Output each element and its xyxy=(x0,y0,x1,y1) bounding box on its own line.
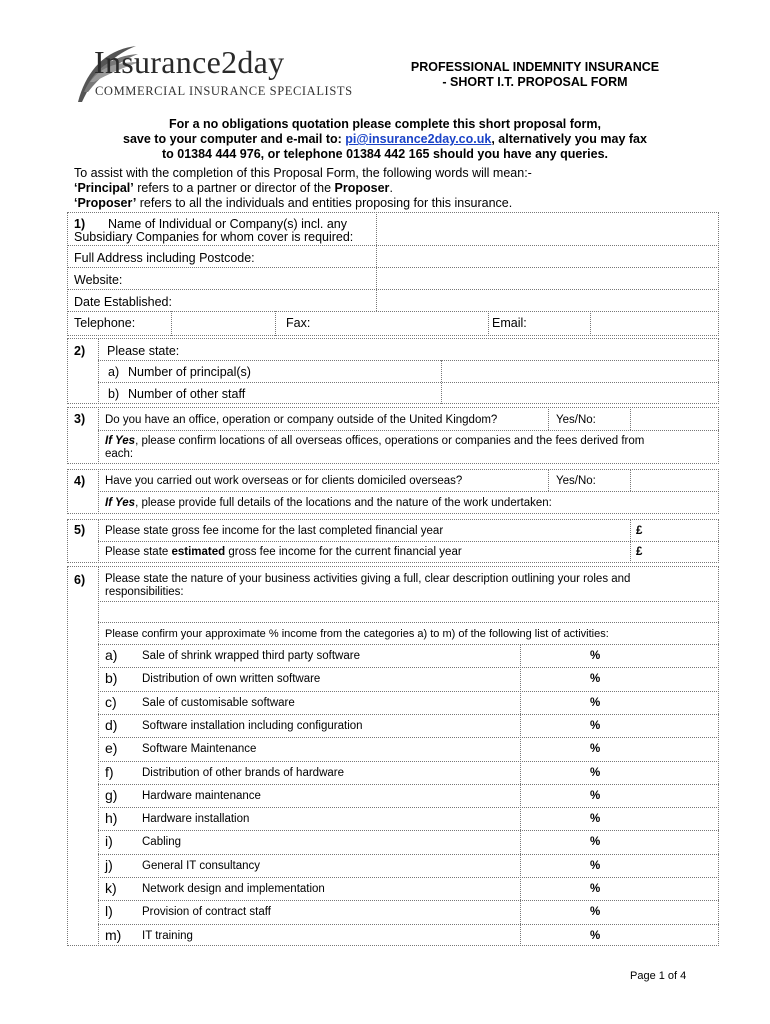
activity-letter: h) xyxy=(105,810,118,826)
q3-yes-no-label: Yes/No: xyxy=(556,414,596,426)
activity-letter: l) xyxy=(105,903,113,919)
q6-prompt-2: responsibilities: xyxy=(105,586,184,598)
q2-prompt: Please state: xyxy=(107,344,180,358)
q1-email-label: Email: xyxy=(492,316,527,330)
activity-percent-input[interactable] xyxy=(522,856,586,875)
activity-percent-sign: % xyxy=(590,720,601,732)
activity-percent-input[interactable] xyxy=(522,786,586,805)
activity-label: Hardware maintenance xyxy=(142,790,261,802)
page-number: Page 1 of 4 xyxy=(630,970,687,982)
activity-percent-input[interactable] xyxy=(522,693,586,712)
logo-name: Insurance2day xyxy=(94,44,285,80)
activity-label: Sale of shrink wrapped third party software xyxy=(142,650,360,662)
activity-percent-sign: % xyxy=(590,906,601,918)
activity-label: General IT consultancy xyxy=(142,860,261,872)
q6-number: 6) xyxy=(74,573,86,587)
q1-fax-label: Fax: xyxy=(286,316,311,330)
activity-percent-sign: % xyxy=(590,650,601,662)
logo-tagline: COMMERCIAL INSURANCE SPECIALISTS xyxy=(95,84,353,98)
activity-letter: c) xyxy=(105,694,117,710)
q1-name-input[interactable] xyxy=(378,214,716,244)
q1-address-label: Full Address including Postcode: xyxy=(74,251,255,265)
activity-percent-input[interactable] xyxy=(522,902,586,921)
activity-label: Hardware installation xyxy=(142,813,250,825)
activity-percent-input[interactable] xyxy=(522,716,586,735)
activity-letter: f) xyxy=(105,764,114,780)
activity-percent-sign: % xyxy=(590,883,601,895)
q1-telephone-label: Telephone: xyxy=(74,316,136,330)
q3-followup-2: each: xyxy=(105,448,134,460)
activity-percent-sign: % xyxy=(590,836,601,848)
q5-current-year-label: Please state estimated gross fee income for the current financial year xyxy=(105,546,462,558)
activity-label: Software Maintenance xyxy=(142,743,257,755)
q5-currency-2: £ xyxy=(636,546,643,558)
activity-percent-input[interactable] xyxy=(522,739,586,758)
q1-email-input[interactable] xyxy=(592,313,716,334)
activity-percent-sign: % xyxy=(590,813,601,825)
q2-staff-input[interactable] xyxy=(443,384,717,403)
activity-label: IT training xyxy=(142,930,193,942)
activity-letter: j) xyxy=(105,857,113,873)
activity-percent-input[interactable] xyxy=(522,669,586,688)
activity-letter: g) xyxy=(105,787,118,803)
q3-question: Do you have an office, operation or company outside of the United Kingdom? xyxy=(105,414,498,426)
activity-percent-sign: % xyxy=(590,860,601,872)
q3-number: 3) xyxy=(74,412,86,426)
q4-number: 4) xyxy=(74,474,86,488)
activity-letter: k) xyxy=(105,880,117,896)
q1-name-label-2: Subsidiary Companies for whom cover is required: xyxy=(74,230,354,244)
q5-current-year-input[interactable] xyxy=(648,543,717,562)
intro-instructions: For a no obligations quotation please complete this short proposal form, save to your computer and e-mail to: pi@insurance2day.co.uk, alternatively you may fax to 01384 444 976, or telephone 01384 442 165 should you have any queries. xyxy=(123,117,647,161)
q5-number: 5) xyxy=(74,523,86,537)
q1-website-label: Website: xyxy=(74,273,123,287)
activity-percent-input[interactable] xyxy=(522,879,586,898)
form-title: PROFESSIONAL INDEMNITY INSURANCE - SHORT I.T. PROPOSAL FORM xyxy=(410,60,660,89)
q1-fax-input[interactable] xyxy=(320,313,485,334)
q4-question: Have you carried out work overseas or for clients domiciled overseas? xyxy=(105,475,463,487)
activity-letter: e) xyxy=(105,740,118,756)
activity-letter: i) xyxy=(105,833,113,849)
activity-label: Distribution of other brands of hardware xyxy=(142,767,344,779)
activity-percent-input[interactable] xyxy=(522,646,586,665)
activity-percent-sign: % xyxy=(590,790,601,802)
q6-confirm-label: Please confirm your approximate % income from the categories a) to m) of the following list of activities: xyxy=(105,628,609,640)
q5-currency-1: £ xyxy=(636,525,643,537)
activity-letter: m) xyxy=(105,927,122,943)
q6-prompt: Please state the nature of your business activities giving a full, clear description outlining your roles and xyxy=(105,573,631,585)
activity-label: Distribution of own written software xyxy=(142,673,321,685)
email-link[interactable]: pi@insurance2day.co.uk xyxy=(345,132,492,146)
activity-percent-sign: % xyxy=(590,673,601,685)
q1-telephone-input[interactable] xyxy=(173,313,273,334)
q2-b-letter: b) xyxy=(108,387,120,401)
q5-last-year-label: Please state gross fee income for the last completed financial year xyxy=(105,525,444,537)
activity-label: Provision of contract staff xyxy=(142,906,271,918)
q2-a-label: Number of principal(s) xyxy=(128,365,251,379)
q2-number: 2) xyxy=(74,344,86,358)
activity-percent-sign: % xyxy=(590,743,601,755)
activity-percent-input[interactable] xyxy=(522,809,586,828)
q1-website-input[interactable] xyxy=(378,269,716,288)
q6-description-input[interactable] xyxy=(100,603,717,621)
activity-percent-input[interactable] xyxy=(522,926,586,945)
q1-name-label: Name of Individual or Company(s) incl. any xyxy=(108,217,347,231)
q2-principals-input[interactable] xyxy=(443,362,717,381)
activity-percent-sign: % xyxy=(590,697,601,709)
activity-letter: a) xyxy=(105,647,118,663)
activity-letter: b) xyxy=(105,670,118,686)
activity-label: Software installation including configuration xyxy=(142,720,363,732)
q2-b-label: Number of other staff xyxy=(128,387,246,401)
q1-number: 1) xyxy=(74,217,86,231)
q1-address-input[interactable] xyxy=(378,247,716,266)
activity-label: Cabling xyxy=(142,836,181,848)
activity-label: Network design and implementation xyxy=(142,883,325,895)
q2-a-letter: a) xyxy=(108,365,120,379)
activity-percent-sign: % xyxy=(590,767,601,779)
activity-percent-sign: % xyxy=(590,930,601,942)
activity-label: Sale of customisable software xyxy=(142,697,295,709)
q1-date-input[interactable] xyxy=(378,291,716,310)
activity-percent-input[interactable] xyxy=(522,832,586,851)
q4-yes-no-input[interactable] xyxy=(632,471,717,490)
activity-letter: d) xyxy=(105,717,118,733)
q4-followup: If Yes, please provide full details of the locations and the nature of the work undertaken: xyxy=(105,497,552,509)
q4-yes-no-label: Yes/No: xyxy=(556,475,596,487)
q5-last-year-input[interactable] xyxy=(648,521,717,540)
q3-followup: If Yes, please confirm locations of all overseas offices, operations or companies and the fees derived from xyxy=(105,435,645,447)
q1-date-label: Date Established: xyxy=(74,295,172,309)
activity-percent-input[interactable] xyxy=(522,763,586,782)
q3-yes-no-input[interactable] xyxy=(632,409,717,429)
definitions: To assist with the completion of this Proposal Form, the following words will mean:- ‘Principal’ refers to a partner or director of the Proposer. ‘Proposer’ refers to all the individuals and entities proposing for this insurance. xyxy=(74,166,532,210)
